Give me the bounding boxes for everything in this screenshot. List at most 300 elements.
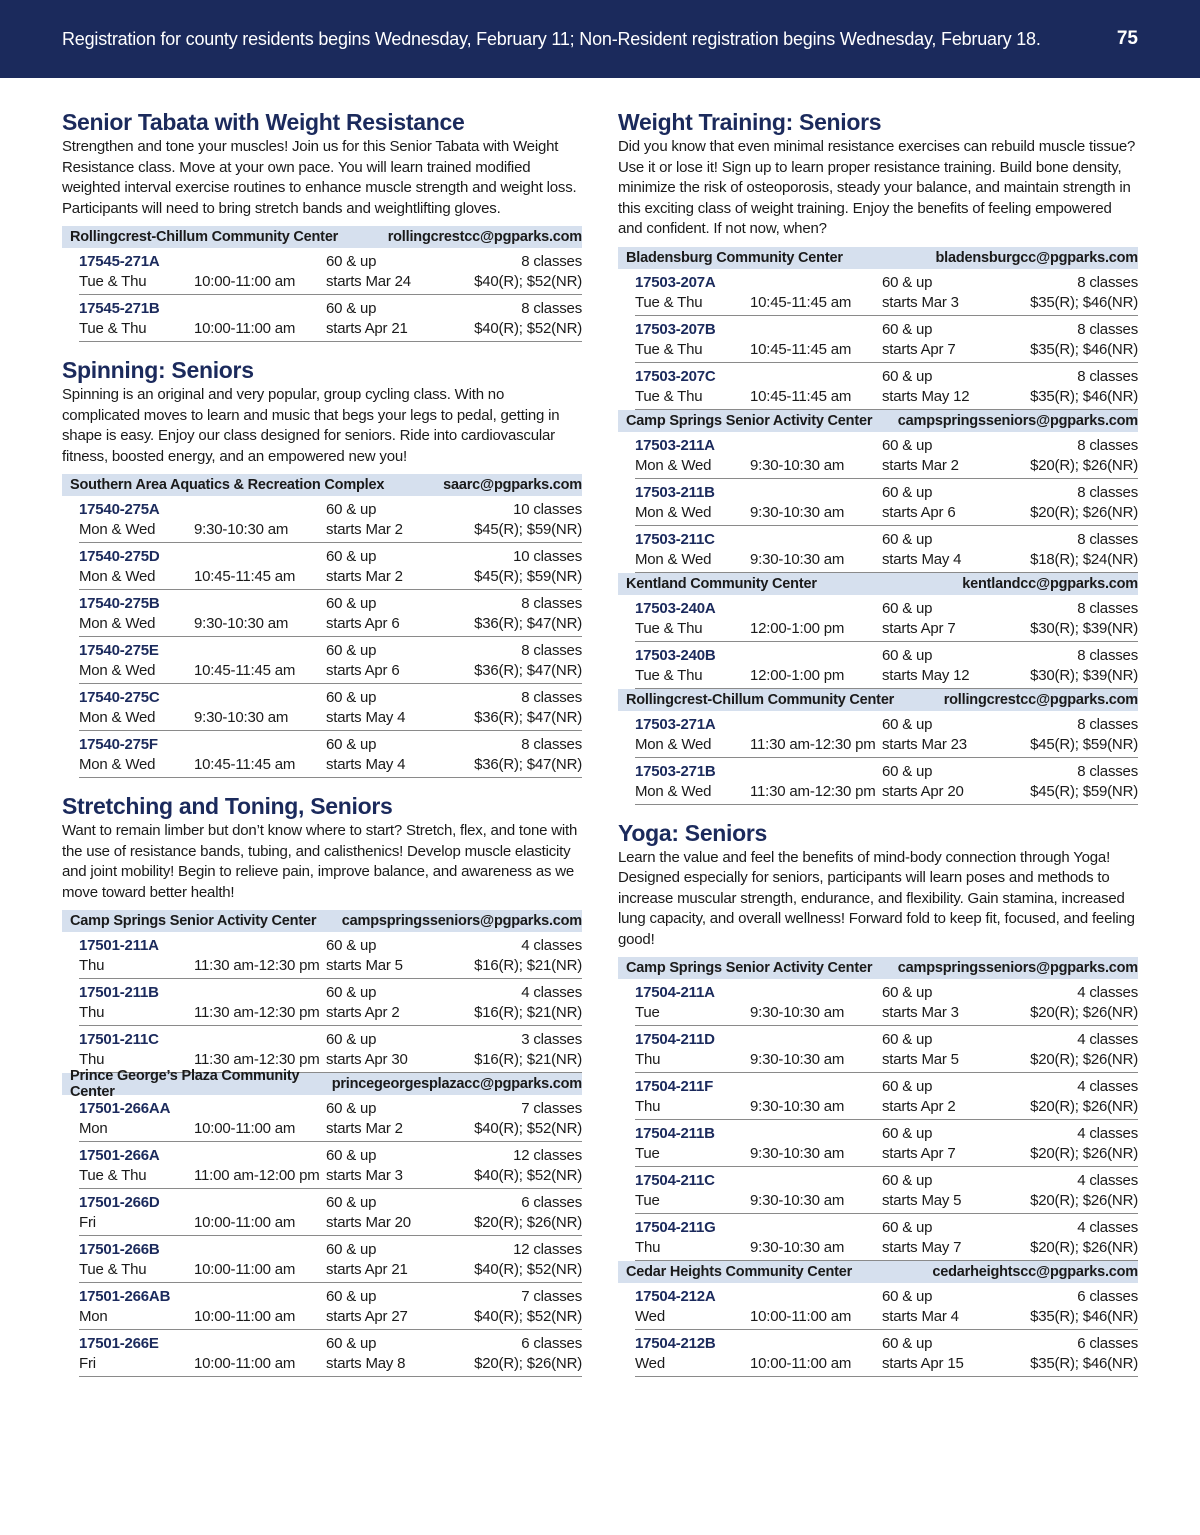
venue-header: [62, 910, 582, 932]
class-days: Mon & Wed: [635, 782, 712, 800]
class-days: Tue & Thu: [79, 273, 147, 290]
class-code: 17501-266D: [79, 1194, 160, 1211]
class-count: 6 classes: [521, 1335, 582, 1352]
class-row: [635, 979, 1138, 1026]
class-days: Mon & Wed: [79, 568, 156, 585]
class-days: Thu: [79, 1051, 105, 1068]
class-count: 8 classes: [1077, 367, 1138, 385]
class-fee: $30(R); $39(NR): [1030, 619, 1138, 637]
class-days: Tue & Thu: [635, 293, 703, 311]
class-fee: $16(R); $21(NR): [474, 1051, 582, 1068]
class-row: [79, 1236, 582, 1283]
class-count: 8 classes: [1077, 273, 1138, 291]
section-title: Weight Training: Seniors: [618, 109, 882, 135]
class-age: 60 & up: [326, 642, 377, 659]
class-age: 60 & up: [326, 300, 377, 317]
class-list: [618, 711, 1138, 805]
class-age: 60 & up: [882, 715, 933, 733]
class-code: 17504-211B: [635, 1125, 715, 1142]
class-start-date: starts Mar 5: [882, 1051, 959, 1068]
class-fee: $35(R); $46(NR): [1030, 340, 1138, 358]
class-row: [79, 1330, 582, 1377]
class-fee: $35(R); $46(NR): [1030, 387, 1138, 405]
class-start-date: starts Mar 2: [326, 521, 403, 538]
class-start-date: starts Mar 3: [326, 1167, 403, 1184]
class-time: 10:00-11:00 am: [194, 1214, 296, 1231]
class-fee: $45(R); $59(NR): [474, 568, 582, 585]
class-count: 10 classes: [513, 548, 582, 565]
class-start-date: starts May 12: [882, 387, 970, 405]
class-fee: $20(R); $26(NR): [1030, 1145, 1138, 1162]
class-time: 9:30-10:30 am: [194, 709, 289, 726]
section-title: Yoga: Seniors: [618, 819, 768, 846]
venue-name: Rollingcrest-Chillum Community Center: [70, 229, 339, 245]
class-count: 4 classes: [1077, 1031, 1138, 1048]
class-start-date: starts Apr 6: [326, 662, 400, 679]
class-time: 10:00-11:00 am: [194, 1261, 296, 1278]
class-code: 17503-271A: [635, 715, 716, 733]
class-age: 60 & up: [326, 1147, 377, 1164]
class-list: [62, 248, 582, 342]
class-days: Tue & Thu: [79, 1167, 147, 1184]
venue-email[interactable]: bladensburgcc@pgparks.com: [935, 249, 1138, 266]
class-fee: $36(R); $47(NR): [474, 615, 582, 632]
venue-header: [62, 1068, 582, 1100]
class-days: Mon & Wed: [635, 503, 712, 521]
section-description: Learn the value and feel the benefits of mind-body connection through Yoga! Designed especially for seniors, participants will learn poses and methods to increase muscular strength, endurance, and flexibility. Gain stamina, increased lung capacity, and overall wellness! Forward fold to keep fit, focused, and feeling good!: [618, 848, 1135, 948]
class-age: 60 & up: [882, 1172, 933, 1189]
class-start-date: starts Apr 2: [882, 1098, 956, 1115]
class-row: [635, 1073, 1138, 1120]
class-days: Mon & Wed: [79, 662, 156, 679]
class-age: 60 & up: [882, 1288, 933, 1305]
class-days: Mon & Wed: [635, 456, 712, 474]
class-count: 8 classes: [1077, 646, 1138, 664]
class-fee: $45(R); $59(NR): [1030, 782, 1138, 800]
class-start-date: starts Mar 3: [882, 1004, 959, 1021]
class-time: 11:00 am-12:00 pm: [194, 1167, 320, 1184]
venue-email[interactable]: kentlandcc@pgparks.com: [962, 575, 1138, 592]
class-code: 17504-212A: [635, 1288, 716, 1305]
section-title: Spinning: Seniors: [62, 357, 254, 383]
class-time: 11:30 am-12:30 pm: [750, 735, 876, 753]
class-row: [79, 1283, 582, 1330]
class-days: Tue: [635, 1192, 660, 1209]
class-time: 10:00-11:00 am: [750, 1355, 852, 1372]
class-fee: $20(R); $26(NR): [474, 1355, 582, 1372]
right-column: [618, 108, 1138, 1391]
class-start-date: starts Apr 7: [882, 340, 956, 358]
class-fee: $36(R); $47(NR): [474, 709, 582, 726]
venue-email[interactable]: campspringsseniors@pgparks.com: [897, 960, 1138, 976]
class-days: Mon: [79, 1308, 108, 1325]
class-days: Tue & Thu: [635, 340, 703, 358]
class-count: 7 classes: [521, 1288, 582, 1305]
venue-name: Camp Springs Senior Activity Center: [626, 412, 873, 429]
class-time: 9:30-10:30 am: [750, 550, 845, 568]
venue-name: Rollingcrest-Chillum Community Center: [626, 691, 895, 708]
class-row: [635, 269, 1138, 316]
class-start-date: starts Mar 3: [882, 293, 959, 311]
class-code: 17503-240A: [635, 599, 716, 617]
class-count: 4 classes: [521, 937, 582, 954]
class-row: [79, 932, 582, 979]
class-row: [79, 543, 582, 590]
venue-email[interactable]: rollingcrestcc@pgparks.com: [943, 691, 1138, 708]
class-row: [79, 684, 582, 731]
class-count: 8 classes: [1077, 599, 1138, 617]
class-time: 10:00-11:00 am: [194, 1120, 296, 1137]
class-count: 10 classes: [513, 501, 582, 518]
class-code: 17540-275E: [79, 642, 159, 659]
class-row: [79, 731, 582, 778]
venue-header: [618, 957, 1138, 979]
class-fee: $20(R); $26(NR): [474, 1214, 582, 1231]
class-fee: $35(R); $46(NR): [1030, 1308, 1138, 1325]
section-description: Spinning is an original and very popular, group cycling class. With no complicated moves to learn and music that begs your legs to pedal, getting in shape is easy. Enjoy our class designed for seniors. Ride into cardiovascular fitness, boosted energy, and an empowered new you!: [62, 386, 560, 465]
class-age: 60 & up: [326, 548, 377, 565]
class-row: [635, 316, 1138, 363]
class-row: [635, 363, 1138, 410]
class-count: 8 classes: [521, 642, 582, 659]
class-fee: $16(R); $21(NR): [474, 957, 582, 974]
class-time: 9:30-10:30 am: [750, 1239, 845, 1256]
venue-name: Southern Area Aquatics & Recreation Complex: [70, 477, 385, 493]
venue-name: Cedar Heights Community Center: [626, 1264, 853, 1280]
class-age: 60 & up: [882, 1031, 933, 1048]
class-days: Wed: [635, 1308, 665, 1325]
venue-email[interactable]: princegeorgesplazacc@pgparks.com: [331, 1076, 582, 1092]
class-count: 8 classes: [1077, 715, 1138, 733]
section-weight-training-seniors: [618, 108, 1138, 805]
class-count: 4 classes: [1077, 1125, 1138, 1142]
class-list: [618, 269, 1138, 410]
class-days: Mon & Wed: [635, 550, 712, 568]
class-row: [79, 1189, 582, 1236]
class-time: 9:30-10:30 am: [750, 1098, 845, 1115]
class-code: 17501-266E: [79, 1335, 159, 1352]
class-code: 17540-275D: [79, 548, 160, 565]
class-age: 60 & up: [326, 1194, 377, 1211]
class-time: 9:30-10:30 am: [750, 1192, 845, 1209]
class-time: 12:00-1:00 pm: [750, 666, 845, 684]
page-number: 75: [1116, 28, 1138, 49]
class-fee: $36(R); $47(NR): [474, 756, 582, 773]
class-fee: $40(R); $52(NR): [474, 1167, 582, 1184]
class-count: 6 classes: [1077, 1335, 1138, 1352]
venue-email[interactable]: campspringsseniors@pgparks.com: [897, 412, 1138, 429]
class-code: 17540-275A: [79, 501, 160, 518]
class-start-date: starts May 4: [326, 756, 406, 773]
class-fee: $36(R); $47(NR): [474, 662, 582, 679]
class-start-date: starts Apr 15: [882, 1355, 964, 1372]
class-start-date: starts Apr 2: [326, 1004, 400, 1021]
class-start-date: starts Mar 20: [326, 1214, 411, 1231]
class-age: 60 & up: [882, 1335, 933, 1352]
class-start-date: starts Apr 21: [326, 1261, 408, 1278]
class-time: 11:30 am-12:30 pm: [194, 1004, 320, 1021]
class-row: [79, 496, 582, 543]
class-age: 60 & up: [882, 1125, 933, 1142]
class-time: 10:45-11:45 am: [194, 568, 296, 585]
class-start-date: starts May 5: [882, 1192, 962, 1209]
class-count: 4 classes: [1077, 1219, 1138, 1236]
class-age: 60 & up: [326, 1241, 377, 1258]
class-fee: $35(R); $46(NR): [1030, 293, 1138, 311]
class-list: [618, 595, 1138, 689]
class-time: 10:45-11:45 am: [750, 387, 852, 405]
class-count: 4 classes: [1077, 1172, 1138, 1189]
class-start-date: starts Mar 23: [882, 735, 967, 753]
class-start-date: starts Apr 7: [882, 1145, 956, 1162]
class-code: 17501-211C: [79, 1031, 159, 1048]
class-code: 17501-266AA: [79, 1100, 171, 1117]
class-row: [79, 1142, 582, 1189]
class-row: [635, 1120, 1138, 1167]
class-list: [62, 1095, 582, 1377]
class-time: 9:30-10:30 am: [750, 503, 845, 521]
class-code: 17504-211D: [635, 1031, 715, 1048]
class-start-date: starts May 7: [882, 1239, 962, 1256]
class-code: 17503-207B: [635, 320, 716, 338]
class-code: 17503-211C: [635, 530, 715, 548]
class-row: [635, 479, 1138, 526]
class-code: 17504-212B: [635, 1335, 716, 1352]
class-time: 9:30-10:30 am: [750, 1004, 845, 1021]
class-age: 60 & up: [882, 530, 933, 548]
class-count: 12 classes: [513, 1241, 582, 1258]
venue-email[interactable]: rollingcrestcc@pgparks.com: [387, 229, 582, 245]
class-code: 17501-211A: [79, 937, 159, 954]
class-days: Thu: [79, 957, 105, 974]
class-list: [62, 932, 582, 1073]
class-count: 6 classes: [521, 1194, 582, 1211]
class-age: 60 & up: [882, 984, 933, 1001]
class-code: 17503-207C: [635, 367, 716, 385]
class-start-date: starts Mar 4: [882, 1308, 959, 1325]
class-time: 11:30 am-12:30 pm: [194, 957, 320, 974]
class-days: Mon & Wed: [635, 735, 712, 753]
class-code: 17503-240B: [635, 646, 716, 664]
class-time: 10:00-11:00 am: [194, 1308, 296, 1325]
class-days: Tue: [635, 1004, 660, 1021]
class-start-date: starts Apr 30: [326, 1051, 408, 1068]
venue-header: [618, 689, 1138, 711]
class-age: 60 & up: [882, 436, 933, 454]
venue-name: Camp Springs Senior Activity Center: [626, 960, 873, 976]
class-age: 60 & up: [326, 1288, 377, 1305]
class-fee: $20(R); $26(NR): [1030, 1239, 1138, 1256]
class-list: [618, 979, 1138, 1261]
class-time: 11:30 am-12:30 pm: [194, 1051, 320, 1068]
class-count: 8 classes: [1077, 762, 1138, 780]
class-fee: $20(R); $26(NR): [1030, 1192, 1138, 1209]
class-start-date: starts Apr 6: [882, 503, 956, 521]
class-time: 10:00-11:00 am: [194, 273, 296, 290]
left-column: [62, 108, 582, 1391]
class-age: 60 & up: [882, 762, 933, 780]
class-count: 4 classes: [1077, 984, 1138, 1001]
venue-header: [62, 226, 582, 248]
venue-header: [62, 474, 582, 496]
class-time: 10:45-11:45 am: [750, 340, 852, 358]
class-count: 6 classes: [1077, 1288, 1138, 1305]
class-code: 17540-275F: [79, 736, 158, 753]
section-yoga-seniors: [618, 819, 1138, 1378]
class-fee: $40(R); $52(NR): [474, 273, 582, 290]
class-days: Mon & Wed: [79, 709, 156, 726]
venue-name: Prince George’s Plaza Community Center: [70, 1068, 300, 1100]
class-start-date: starts Mar 5: [326, 957, 403, 974]
venue-email[interactable]: campspringsseniors@pgparks.com: [341, 913, 582, 929]
class-fee: $20(R); $26(NR): [1030, 503, 1138, 521]
class-code: 17504-211F: [635, 1078, 714, 1095]
class-age: 60 & up: [326, 501, 377, 518]
class-code: 17501-266A: [79, 1147, 160, 1164]
venue-header: [618, 1261, 1138, 1283]
class-start-date: starts Mar 2: [326, 1120, 403, 1137]
class-time: 10:45-11:45 am: [750, 293, 852, 311]
class-age: 60 & up: [882, 599, 933, 617]
class-days: Tue & Thu: [635, 387, 703, 405]
section-description: Want to remain limber but don’t know where to start? Stretch, flex, and tone with the use of resistance bands, tubing, and calisthenics! Develop muscle elasticity and joint mobility! Begin to relieve pain, improve balance, and awareness as we move toward better health!: [62, 822, 578, 901]
class-code: 17503-207A: [635, 273, 716, 291]
venue-email[interactable]: saarc@pgparks.com: [443, 477, 582, 493]
class-start-date: starts Apr 7: [882, 619, 956, 637]
class-age: 60 & up: [882, 646, 933, 664]
class-code: 17540-275B: [79, 595, 160, 612]
class-code: 17540-275C: [79, 689, 160, 706]
class-days: Mon & Wed: [79, 615, 156, 632]
class-list: [618, 432, 1138, 573]
section-spinning-seniors: [62, 356, 582, 778]
class-age: 60 & up: [882, 1078, 933, 1095]
class-time: 10:00-11:00 am: [194, 1355, 296, 1372]
section-description: Did you know that even minimal resistance exercises can rebuild muscle tissue? Use it or lose it! Sign up to learn proper resistance training. Build bone density, minimize the risk of osteoporosis, steady your balance, and maintain strength in this exciting class of weight training. Enjoy the benefits of feeling empowered and confident. If not now, when?: [618, 138, 1136, 237]
class-fee: $45(R); $59(NR): [1030, 735, 1138, 753]
class-days: Tue: [635, 1145, 660, 1162]
class-start-date: starts Apr 27: [326, 1308, 408, 1325]
class-age: 60 & up: [882, 320, 933, 338]
class-count: 8 classes: [521, 300, 582, 317]
class-time: 9:30-10:30 am: [750, 1145, 845, 1162]
class-fee: $45(R); $59(NR): [474, 521, 582, 538]
class-count: 8 classes: [521, 595, 582, 612]
class-row: [635, 1026, 1138, 1073]
class-row: [79, 1026, 582, 1073]
class-list: [62, 496, 582, 778]
class-days: Thu: [79, 1004, 105, 1021]
class-fee: $20(R); $26(NR): [1030, 1004, 1138, 1021]
class-time: 10:45-11:45 am: [194, 662, 296, 679]
class-days: Fri: [79, 1355, 96, 1372]
class-start-date: starts Apr 6: [326, 615, 400, 632]
class-fee: $40(R); $52(NR): [474, 320, 582, 337]
class-age: 60 & up: [326, 1031, 377, 1048]
class-fee: $40(R); $52(NR): [474, 1261, 582, 1278]
class-fee: $20(R); $26(NR): [1030, 1098, 1138, 1115]
venue-email[interactable]: cedarheightscc@pgparks.com: [932, 1264, 1138, 1280]
class-code: 17503-211B: [635, 483, 715, 501]
section-senior-tabata-with-weight-resistance: [62, 108, 582, 342]
class-days: Thu: [635, 1098, 661, 1115]
class-days: Tue & Thu: [79, 320, 147, 337]
class-days: Tue & Thu: [79, 1261, 147, 1278]
class-code: 17545-271A: [79, 253, 160, 270]
class-age: 60 & up: [326, 253, 377, 270]
class-row: [79, 590, 582, 637]
class-list: [618, 1283, 1138, 1377]
class-age: 60 & up: [882, 273, 933, 291]
class-start-date: starts Mar 24: [326, 273, 411, 290]
class-fee: $35(R); $46(NR): [1030, 1355, 1138, 1372]
class-days: Mon & Wed: [79, 521, 156, 538]
class-code: 17503-271B: [635, 762, 716, 780]
class-fee: $20(R); $26(NR): [1030, 456, 1138, 474]
section-title: Senior Tabata with Weight Resistance: [62, 109, 465, 135]
class-code: 17504-211G: [635, 1219, 716, 1236]
class-start-date: starts Apr 21: [326, 320, 408, 337]
class-fee: $20(R); $26(NR): [1030, 1051, 1138, 1068]
class-count: 12 classes: [513, 1147, 582, 1164]
class-time: 11:30 am-12:30 pm: [750, 782, 876, 800]
registration-notice: Registration for county residents begins Wednesday, February 11; Non-Resident registration begins Wednesday, February 18.: [62, 28, 1041, 49]
class-age: 60 & up: [326, 595, 377, 612]
class-days: Fri: [79, 1214, 96, 1231]
class-days: Tue & Thu: [635, 619, 703, 637]
class-count: 3 classes: [521, 1031, 582, 1048]
class-count: 4 classes: [521, 984, 582, 1001]
class-row: [635, 1214, 1138, 1261]
class-row: [79, 637, 582, 684]
class-row: [635, 1283, 1138, 1330]
class-code: 17501-211B: [79, 984, 159, 1001]
class-count: 8 classes: [521, 736, 582, 753]
class-code: 17545-271B: [79, 300, 160, 317]
class-age: 60 & up: [882, 483, 933, 501]
class-start-date: starts May 12: [882, 666, 970, 684]
class-time: 12:00-1:00 pm: [750, 619, 845, 637]
class-age: 60 & up: [882, 367, 933, 385]
class-days: Thu: [635, 1051, 661, 1068]
class-count: 8 classes: [1077, 483, 1138, 501]
class-start-date: starts May 4: [882, 550, 962, 568]
class-time: 9:30-10:30 am: [750, 456, 845, 474]
section-stretching-and-toning-seniors: [62, 792, 582, 1377]
class-days: Mon & Wed: [79, 756, 156, 773]
class-age: 60 & up: [326, 984, 377, 1001]
venue-name: Camp Springs Senior Activity Center: [70, 913, 317, 929]
venue-header: [618, 410, 1138, 432]
class-count: 8 classes: [1077, 320, 1138, 338]
class-fee: $16(R); $21(NR): [474, 1004, 582, 1021]
class-time: 9:30-10:30 am: [750, 1051, 845, 1068]
class-row: [635, 642, 1138, 689]
venue-name: Bladensburg Community Center: [626, 249, 843, 266]
class-fee: $40(R); $52(NR): [474, 1308, 582, 1325]
section-description: Strengthen and tone your muscles! Join us for this Senior Tabata with Weight Resistance class. Move at your own pace. You will learn trained modified weighted interval exercise routines to enhance muscle strength and weight loss. Participants will need to bring stretch bands and weightlifting gloves.: [62, 138, 577, 217]
class-row: [79, 1095, 582, 1142]
class-time: 10:00-11:00 am: [194, 320, 296, 337]
class-code: 17501-266AB: [79, 1288, 171, 1305]
class-fee: $18(R); $24(NR): [1030, 550, 1138, 568]
class-count: 8 classes: [521, 689, 582, 706]
class-days: Tue & Thu: [635, 666, 703, 684]
class-count: 8 classes: [1077, 530, 1138, 548]
class-count: 7 classes: [521, 1100, 582, 1117]
class-time: 10:00-11:00 am: [750, 1308, 852, 1325]
class-start-date: starts Mar 2: [882, 456, 959, 474]
